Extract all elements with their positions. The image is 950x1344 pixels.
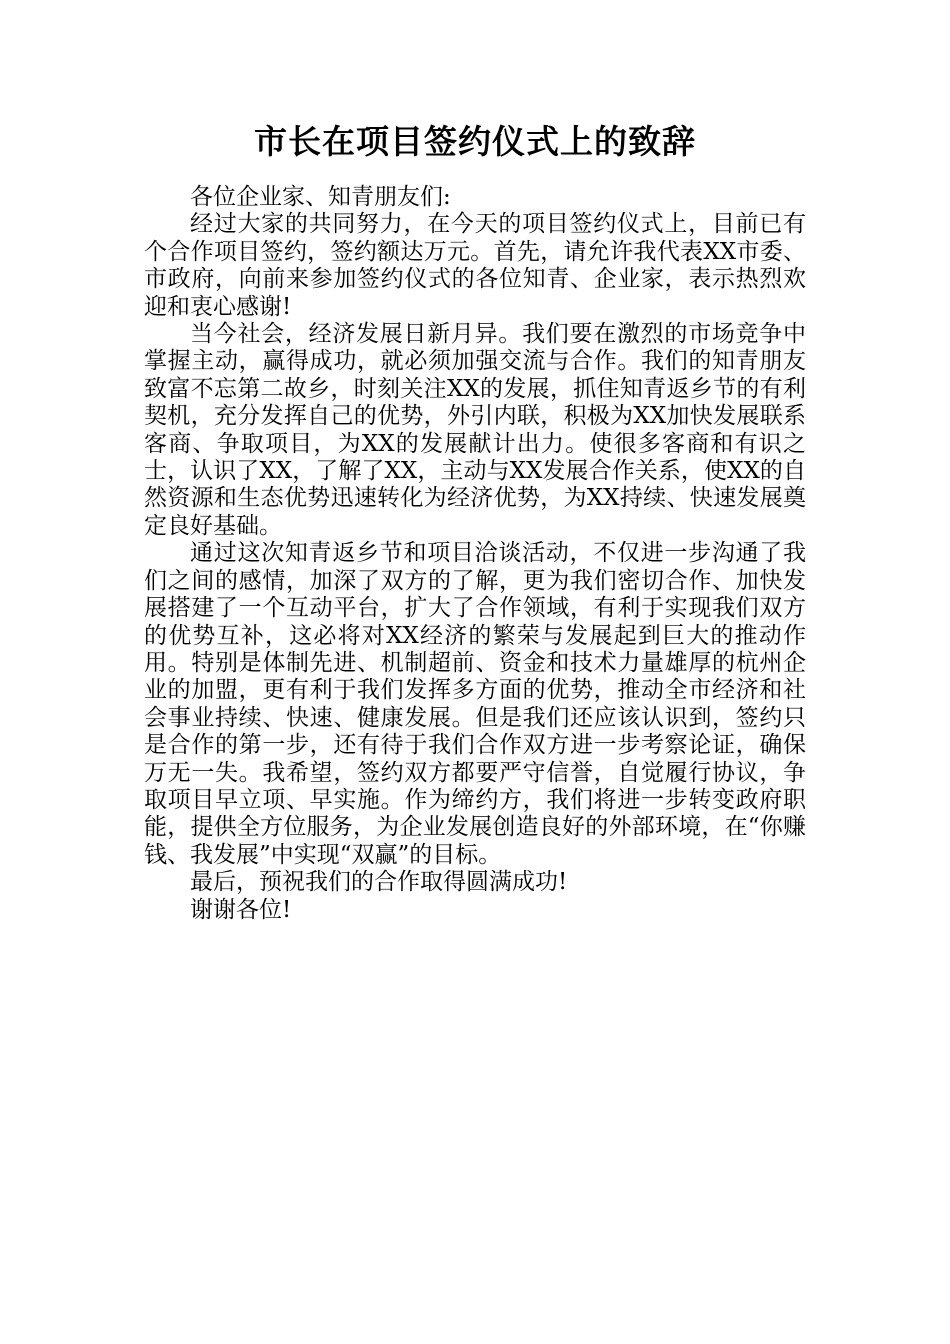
paragraph-economy: 当今社会，经济发展日新月异。我们要在激烈的市场竞争中掌握主动，赢得成功，就必须加强交流与合作。我们的知青朋友致富不忘第二故乡，时刻关注XX的发展，抓住知青返乡节的有利契机，充分发挥自己的优势，外引内联，积极为XX加快发展联系客商、争取项目，为XX的发展献计出力。使很多客商和有识之士，认识了XX，了解了XX，主动与XX发展合作关系，使XX的自然资源和生态优势迅速转化为经济优势，为XX持续、快速发展奠定良好基础。 (144, 321, 806, 539)
document-title: 市长在项目签约仪式上的致辞 (254, 122, 696, 161)
document-body (144, 184, 852, 924)
paragraph-thanks: 谢谢各位! (190, 896, 292, 923)
salutation-paragraph: 各位企业家、知青朋友们: (190, 184, 451, 210)
paragraph-opening: 经过大家的共同努力，在今天的项目签约仪式上，目前已有 个合作项目签约，签约额达万元。首先，请允许我代表XX市委、市政府，向前来参加签约仪式的各位知青、企业家，表示热烈欢迎和衷心感谢! (144, 211, 852, 320)
paragraph-closing-wish: 最后，预祝我们的合作取得圆满成功! (190, 869, 568, 896)
paragraph-cooperation: 通过这次知青返乡节和项目洽谈活动，不仅进一步沟通了我们之间的感情，加深了双方的了解，更为我们密切合作、加快发展搭建了一个互动平台，扩大了合作领域，有利于实现我们双方的优势互补，这必将对XX经济的繁荣与发展起到巨大的推动作用。特别是体制先进、机制超前、资金和技术力量雄厚的杭州企业的加盟，更有利于我们发挥多方面的优势，推动全市经济和社会事业持续、快速、健康发展。但是我们还应该认识到，签约只是合作的第一步，还有待于我们合作双方进一步考察论证，确保万无一失。我希望，签约双方都要严守信誉，自觉履行协议，争取项目早立项、早实施。作为缔约方，我们将进一步转变政府职能，提供全方位服务，为企业发展创造良好的外部环境，在“你赚钱、我发展”中实现“双赢”的目标。 (144, 540, 806, 868)
